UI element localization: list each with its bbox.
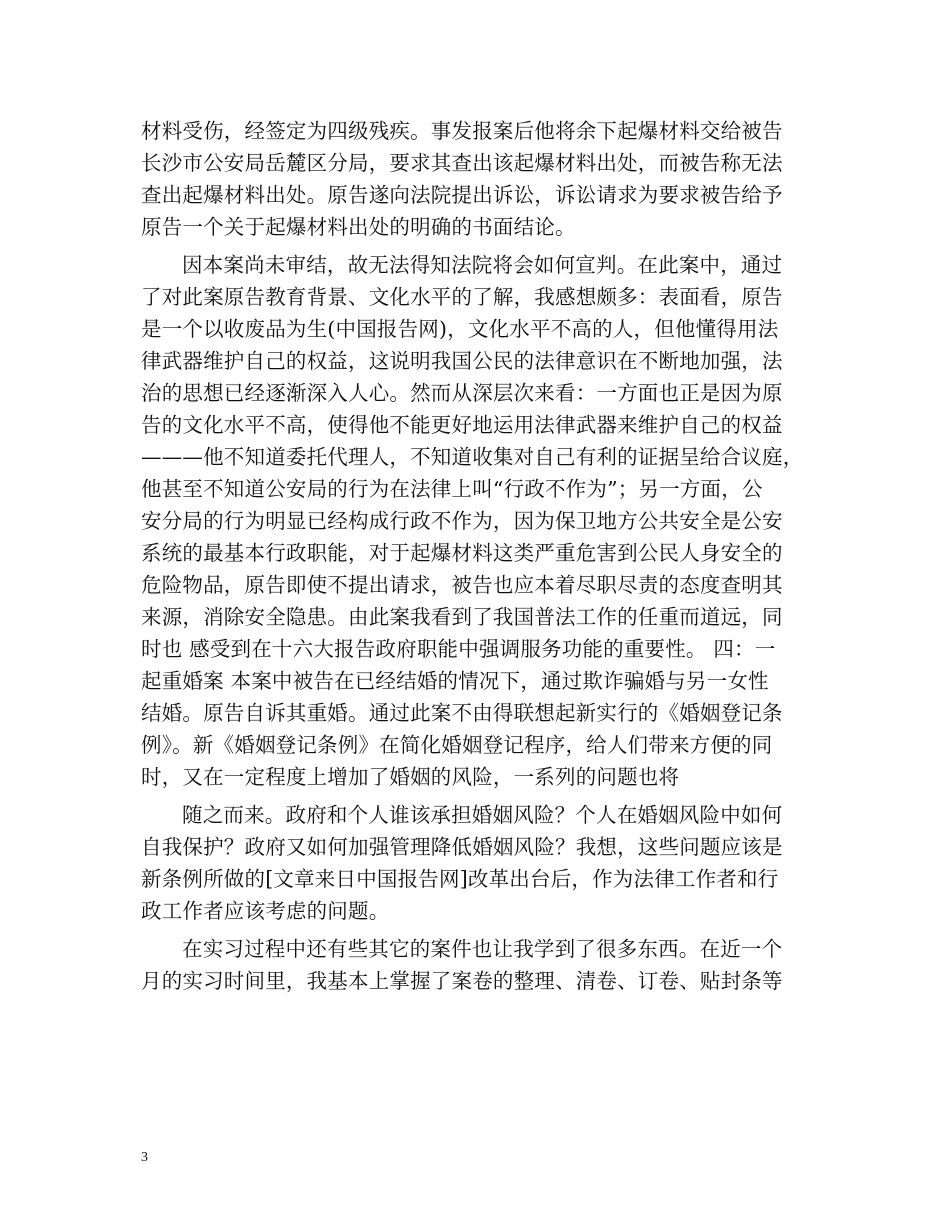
text-line: 来源，消除安全隐患。由此案我看到了我国普法工作的任重而道远，同 [141,605,783,629]
text-line: 新条例所做的[文章来日中国报告网]改革出台后，作为法律工作者和行 [141,867,779,891]
text-line: 月的实习时间里，我基本上掌握了案卷的整理、清卷、订卷、贴封条等 [141,969,783,993]
text-line: 起重婚案 本案中被告在已经结婚的情况下，通过欺诈骗婚与另一女性 [141,669,769,693]
text-line: 时也 感受到在十六大报告政府职能中强调服务功能的重要性。 四：一 [141,637,776,661]
text-line: 危险物品，原告即使不提出请求，被告也应本着尽职尽责的态度查明其 [141,573,783,597]
text-line: 长沙市公安局岳麓区分局，要求其查出该起爆材料出处，而被告称无法 [141,151,783,175]
paragraph-first-line: 随之而来。政府和个人谁该承担婚姻风险？个人在婚姻风险中如何 [182,803,783,827]
text-line: 律武器维护自己的权益，这说明我国公民的法律意识在不断地加强，法 [141,349,783,373]
text-line: ———他不知道委托代理人，不知道收集对自己有利的证据呈给合议庭， [141,445,804,469]
body-text [141,115,821,997]
text-line: 系统的最基本行政职能，对于起爆材料这类严重危害到公民人身安全的 [141,541,783,565]
page-number: 3 [141,1150,148,1165]
paragraph-first-line: 因本案尚未审结，故无法得知法院将会如何宣判。在此案中，通过 [182,253,783,277]
text-line: 例》。新《婚姻登记条例》在简化婚姻登记程序，给人们带来方便的同 [141,733,773,757]
text-line: 结婚。原告自诉其重婚。通过此案不由得联想起新实行的《婚姻登记条 [141,701,783,725]
text-line: 告的文化水平不高，使得他不能更好地运用法律武器来维护自己的权益 [141,413,783,437]
text-line: 他甚至不知道公安局的行为在法律上叫“行政不作为”；另一方面，公 [141,477,763,501]
text-line: 自我保护？政府又如何加强管理降低婚姻风险？我想，这些问题应该是 [141,835,783,859]
text-line: 了对此案原告教育背景、文化水平的了解，我感想颇多：表面看，原告 [141,285,783,309]
text-line: 材料受伤，经签定为四级残疾。事发报案后他将余下起爆材料交给被告 [141,119,783,143]
text-line: 查出起爆材料出处。原告遂向法院提出诉讼，诉讼请求为要求被告给予 [141,183,783,207]
text-line: 原告一个关于起爆材料出处的明确的书面结论。 [141,215,576,239]
text-line: 政工作者应该考虑的问题。 [141,899,390,923]
text-line: 时，又在一定程度上增加了婚姻的风险，一系列的问题也将 [141,765,680,789]
text-line: 治的思想已经逐渐深入人心。然而从深层次来看：一方面也正是因为原 [141,381,783,405]
paragraph-first-line: 在实习过程中还有些其它的案件也让我学到了很多东西。在近一个 [182,937,783,961]
text-line: 安分局的行为明显已经构成行政不作为，因为保卫地方公共安全是公安 [141,509,783,533]
text-line: 是一个以收废品为生(中国报告网)，文化水平不高的人，但他懂得用法 [141,317,779,341]
